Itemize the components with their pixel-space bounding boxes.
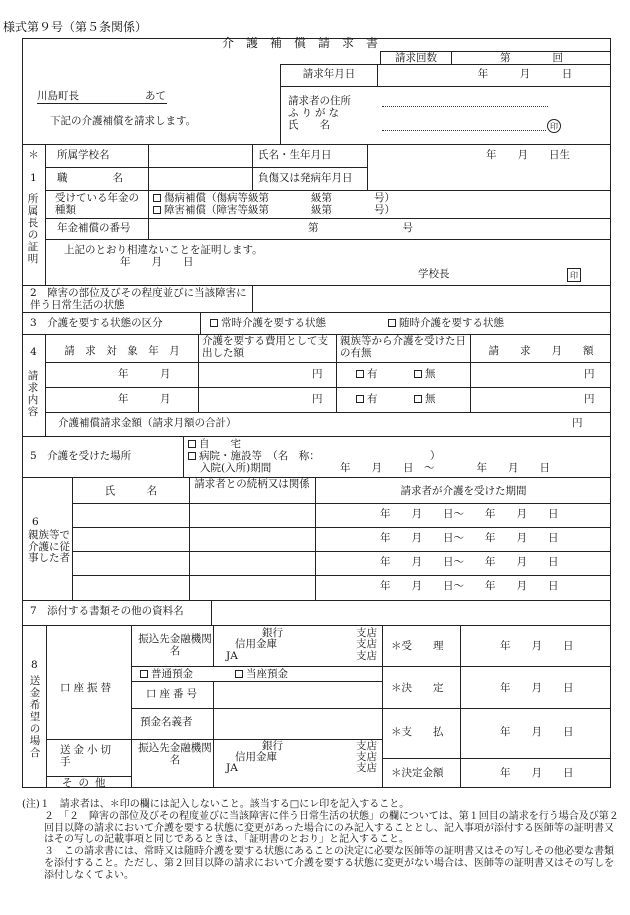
request-date-label: 請求年月日 [302, 68, 356, 80]
sec3-label: 3 介護を要する状態の区分 [30, 317, 163, 329]
note-1: (注)１ 請求者は、＊印の欄には記入しないこと。該当する□にレ印を記入すること。 [22, 799, 410, 810]
pension-number-label: 年金補償の番号 [57, 222, 131, 234]
sec4-col-relative-care: 親族等から介護を受けた日の有無 [340, 335, 466, 359]
remittance-check-label: 送金小切手 [60, 744, 114, 769]
care-constant-option[interactable]: 常時介護を要する状態 [210, 318, 326, 329]
bank1-type-ja: JA [226, 650, 238, 662]
school-name-label: 所属学校名 [57, 149, 110, 161]
office-decision-label: ＊決 定 [391, 682, 444, 694]
principal-label: 学校長 [418, 268, 450, 280]
sec6-row2-period[interactable]: 年 月 日～ 年 月 日 [380, 532, 559, 544]
form-number-label: 様式第９号（第５条関係） [3, 20, 148, 34]
sec6-number: 6 [32, 516, 39, 528]
claimant-name-label: 氏 名 [288, 119, 330, 131]
stay-period-value[interactable]: 年 月 日 ～ 年 月 日 [340, 462, 550, 474]
place-facility-checkbox[interactable] [188, 452, 196, 460]
certification-text: 上記のとおり相違ないことを証明します。 [64, 244, 263, 256]
sec7-label: 7 添付する書類その他の資料名 [30, 605, 184, 617]
sec6-row3-period[interactable]: 年 月 日～ 年 月 日 [380, 556, 559, 568]
sec4-row2-expense-unit: 円 [312, 393, 323, 405]
sec4-row1-amount-unit: 円 [584, 368, 595, 380]
bank1-type-bank: 銀行 [262, 627, 283, 639]
request-count-value[interactable]: 第 回 [500, 52, 563, 64]
bank2-branch-3: 支店 [356, 762, 377, 774]
sec4-row1-yes[interactable]: 有 [356, 369, 378, 380]
office-amount-label: ＊決定金額 [391, 767, 444, 779]
pension-option-injury[interactable]: 傷病補償（傷病等級第 級第 号） [153, 193, 395, 204]
note-2: ２ 「２ 障害の部位及びその程度並びに当該障害に伴う日常生活の状態」の欄については、第１回目の請求を行う場合及び第２回目以降の請求において介護を要する状態に変更があった場合にのみ記入することとし、記入事項が添付する医師等の証明書又はその写しの記載事項と同じであるときは、「証明書のとおり」と記入すること。 [44, 810, 619, 846]
place-facility-option[interactable]: 病院・施設等 （名 称： ） [188, 451, 441, 462]
bank1-branch-3: 支店 [356, 650, 377, 662]
sec4-side-label: 請求内容 [27, 370, 39, 419]
account-number-label: 口座番号 [146, 688, 200, 700]
sec4-row1-month[interactable]: 年 月 [118, 368, 171, 380]
account-holder-label: 預金名義者 [140, 716, 193, 728]
care-constant-checkbox[interactable] [210, 319, 218, 327]
sec4-total-unit: 円 [572, 417, 583, 429]
addressee-town: 川島町長 [37, 90, 79, 102]
sec4-number: 4 [30, 346, 37, 358]
sec5-label: 5 介護を受けた場所 [30, 450, 132, 462]
sec6-col-relation: 請求者との続柄又は関係 [194, 478, 310, 490]
bank1-branch-1: 支店 [356, 627, 377, 639]
notes [22, 799, 622, 882]
office-amount-date[interactable]: 年 月 日 [500, 767, 574, 779]
pension-injury-checkbox[interactable] [153, 194, 161, 202]
row1-no-checkbox[interactable] [414, 370, 422, 378]
row2-no-checkbox[interactable] [414, 395, 422, 403]
sec8-number: 8 [31, 659, 38, 671]
bank2-type-ja: JA [226, 762, 238, 774]
other-label: その他 [62, 777, 112, 789]
request-statement: 下記の介護補償を請求します。 [50, 115, 197, 127]
sec4-row1-no[interactable]: 無 [414, 369, 436, 380]
bank1-branch-2: 支店 [356, 638, 377, 650]
sec6-side-label: 親族等で介護に従事した者 [28, 529, 70, 565]
dob-value[interactable]: 年 月 日生 [486, 149, 570, 161]
sec6-col-name: 氏 名 [104, 485, 158, 497]
principal-seal: 印 [567, 268, 581, 282]
account-transfer-label: 口座振替 [60, 682, 114, 694]
sec1-side-label: 所属長の証明 [27, 193, 39, 266]
deposit-normal-option[interactable]: 普通預金 [140, 669, 193, 680]
request-count-label: 請求回数 [395, 52, 437, 64]
office-decision-date[interactable]: 年 月 日 [500, 682, 574, 694]
deposit-current-option[interactable]: 当座預金 [235, 669, 288, 680]
place-home-option[interactable]: 自 宅 [188, 439, 241, 450]
pension-number-value[interactable]: 第 号 [308, 222, 413, 234]
bank2-branch-2: 支店 [356, 751, 377, 763]
claimant-address-field[interactable] [382, 106, 548, 107]
pension-option-disability[interactable]: 障害補償（障害等級第 級第 号） [153, 205, 395, 216]
care-occasional-checkbox[interactable] [388, 319, 396, 327]
injury-date-label: 負傷又は発病年月日 [258, 172, 353, 184]
sec4-row2-yes[interactable]: 有 [356, 394, 378, 405]
sec4-col-amount: 請 求 月 額 [488, 345, 594, 357]
office-payment-date[interactable]: 年 月 日 [500, 726, 574, 738]
sec4-row2-no[interactable]: 無 [414, 394, 436, 405]
sec4-total-label: 介護補償請求金額（請求月額の合計） [58, 417, 237, 429]
sec4-row2-month[interactable]: 年 月 [118, 393, 171, 405]
sec4-col-month: 請 求 対 象 年 月 [64, 345, 180, 357]
claimant-address-label: 請求者の住所 [288, 95, 351, 107]
care-occasional-option[interactable]: 随時介護を要する状態 [388, 318, 504, 329]
sec2-label: 2 障害の部位及びその程度並びに当該障害に伴う日常生活の状態 [30, 287, 247, 311]
claimant-name-field[interactable] [382, 130, 546, 131]
sec6-col-period: 請求者が介護を受けた期間 [400, 485, 527, 497]
sec8-side-label: 送金希望の場合 [29, 675, 41, 760]
claimant-seal: 印 [547, 119, 561, 133]
office-receipt-date[interactable]: 年 月 日 [500, 640, 574, 652]
furigana-label: ふりがな [288, 107, 342, 119]
sec6-row4-period[interactable]: 年 月 日～ 年 月 日 [380, 580, 559, 592]
deposit-current-checkbox[interactable] [235, 670, 243, 678]
office-receipt-label: ＊受 理 [391, 640, 444, 652]
form-title: 介 護 補 償 請 求 書 [221, 36, 378, 50]
bank2-type-credit: 信用金庫 [235, 751, 277, 763]
sec1-number: 1 [30, 172, 37, 184]
bank2-label: 振込先金融機関名 [138, 742, 212, 766]
bank2-type-bank: 銀行 [262, 740, 283, 752]
pension-type-label: 受けている年金の種類 [55, 192, 139, 216]
bank1-type-credit: 信用金庫 [235, 638, 277, 650]
stay-period-label: 入院(入所)期間 [200, 462, 272, 474]
sec6-row1-period[interactable]: 年 月 日～ 年 月 日 [380, 508, 559, 520]
sec4-col-expense: 介護を要する費用として支出した額 [202, 335, 328, 359]
pension-disability-checkbox[interactable] [153, 206, 161, 214]
row2-yes-checkbox[interactable] [356, 395, 364, 403]
name-dob-label: 氏名・生年月日 [258, 149, 332, 161]
addressee-suffix: あて [145, 90, 166, 102]
bank1-label: 振込先金融機関名 [138, 633, 212, 657]
office-payment-label: ＊支 払 [391, 726, 444, 738]
sec4-row2-amount-unit: 円 [584, 393, 595, 405]
deposit-normal-checkbox[interactable] [140, 670, 148, 678]
sec1-star: ＊ [28, 149, 39, 161]
place-home-checkbox[interactable] [188, 440, 196, 448]
job-title-label: 職 名 [57, 172, 131, 184]
bank2-branch-1: 支店 [356, 740, 377, 752]
note-3: ３ この請求書には、常時又は随時介護を要する状態にあることの決定に必要な医師等の証明書又はその写しその他必要な書類を添付すること。ただし、第２回目以降の請求において介護を要する状態に変更がない場合は、医師等の証明書又はその写しを添付しなくてよい。 [44, 846, 614, 881]
sec4-row1-expense-unit: 円 [312, 368, 323, 380]
request-date-value[interactable]: 年 月 日 [477, 68, 573, 80]
certification-date[interactable]: 年 月 日 [120, 256, 194, 268]
row1-yes-checkbox[interactable] [356, 370, 364, 378]
